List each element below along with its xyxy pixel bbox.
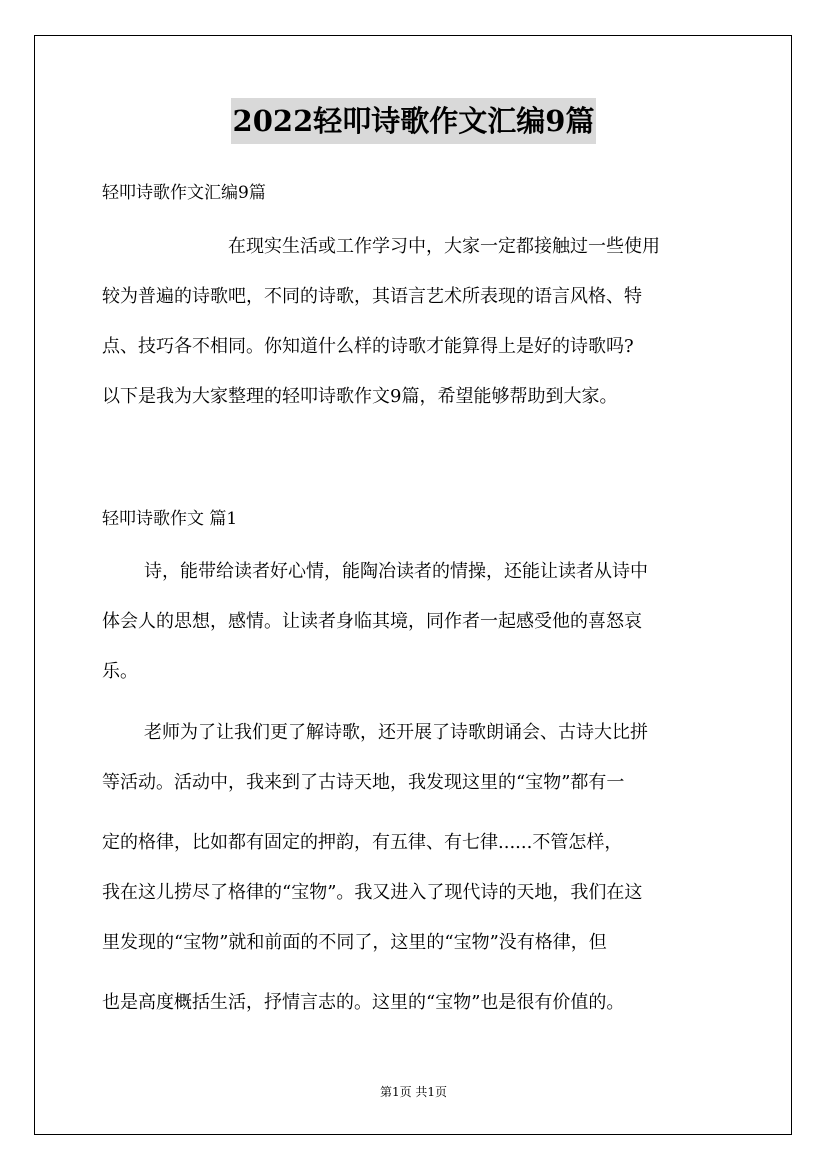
document-subtitle: 轻叩诗歌作文汇编9篇 xyxy=(102,183,266,203)
paragraph-line: 也是高度概括生活，抒情言志的。这里的“宝物”也是很有价值的。 xyxy=(102,992,625,1013)
section-heading: 轻叩诗歌作文 篇1 xyxy=(102,509,238,529)
document-title: 2022轻叩诗歌作文汇编9篇 xyxy=(231,98,597,144)
paragraph-line: 等活动。活动中，我来到了古诗天地，我发现这里的“宝物”都有一 xyxy=(102,772,625,793)
paragraph-line: 乐。 xyxy=(102,661,138,682)
paragraph-line: 老师为了让我们更了解诗歌，还开展了诗歌朗诵会、古诗大比拼 xyxy=(144,722,648,743)
paragraph-line: 体会人的思想，感情。让读者身临其境，同作者一起感受他的喜怒哀 xyxy=(102,611,642,632)
paragraph-line: 我在这儿捞尽了格律的“宝物”。我又进入了现代诗的天地，我们在这 xyxy=(102,882,643,903)
paragraph-line: 定的格律，比如都有固定的押韵，有五律、有七律......不管怎样， xyxy=(102,832,623,853)
page-footer: 第1页 共1页 xyxy=(379,1085,448,1099)
intro-line: 在现实生活或工作学习中，大家一定都接触过一些使用 xyxy=(228,236,660,257)
intro-line: 较为普遍的诗歌吧，不同的诗歌，其语言艺术所表现的语言风格、特 xyxy=(102,286,642,307)
intro-line: 以下是我为大家整理的轻叩诗歌作文9篇，希望能够帮助到大家。 xyxy=(102,386,618,407)
intro-line: 点、技巧各不相同。你知道什么样的诗歌才能算得上是好的诗歌吗? xyxy=(102,336,634,357)
title-container xyxy=(0,98,827,144)
paragraph-line: 诗，能带给读者好心情，能陶冶读者的情操，还能让读者从诗中 xyxy=(144,561,648,582)
paragraph-line: 里发现的“宝物”就和前面的不同了，这里的“宝物”没有格律，但 xyxy=(102,932,607,953)
